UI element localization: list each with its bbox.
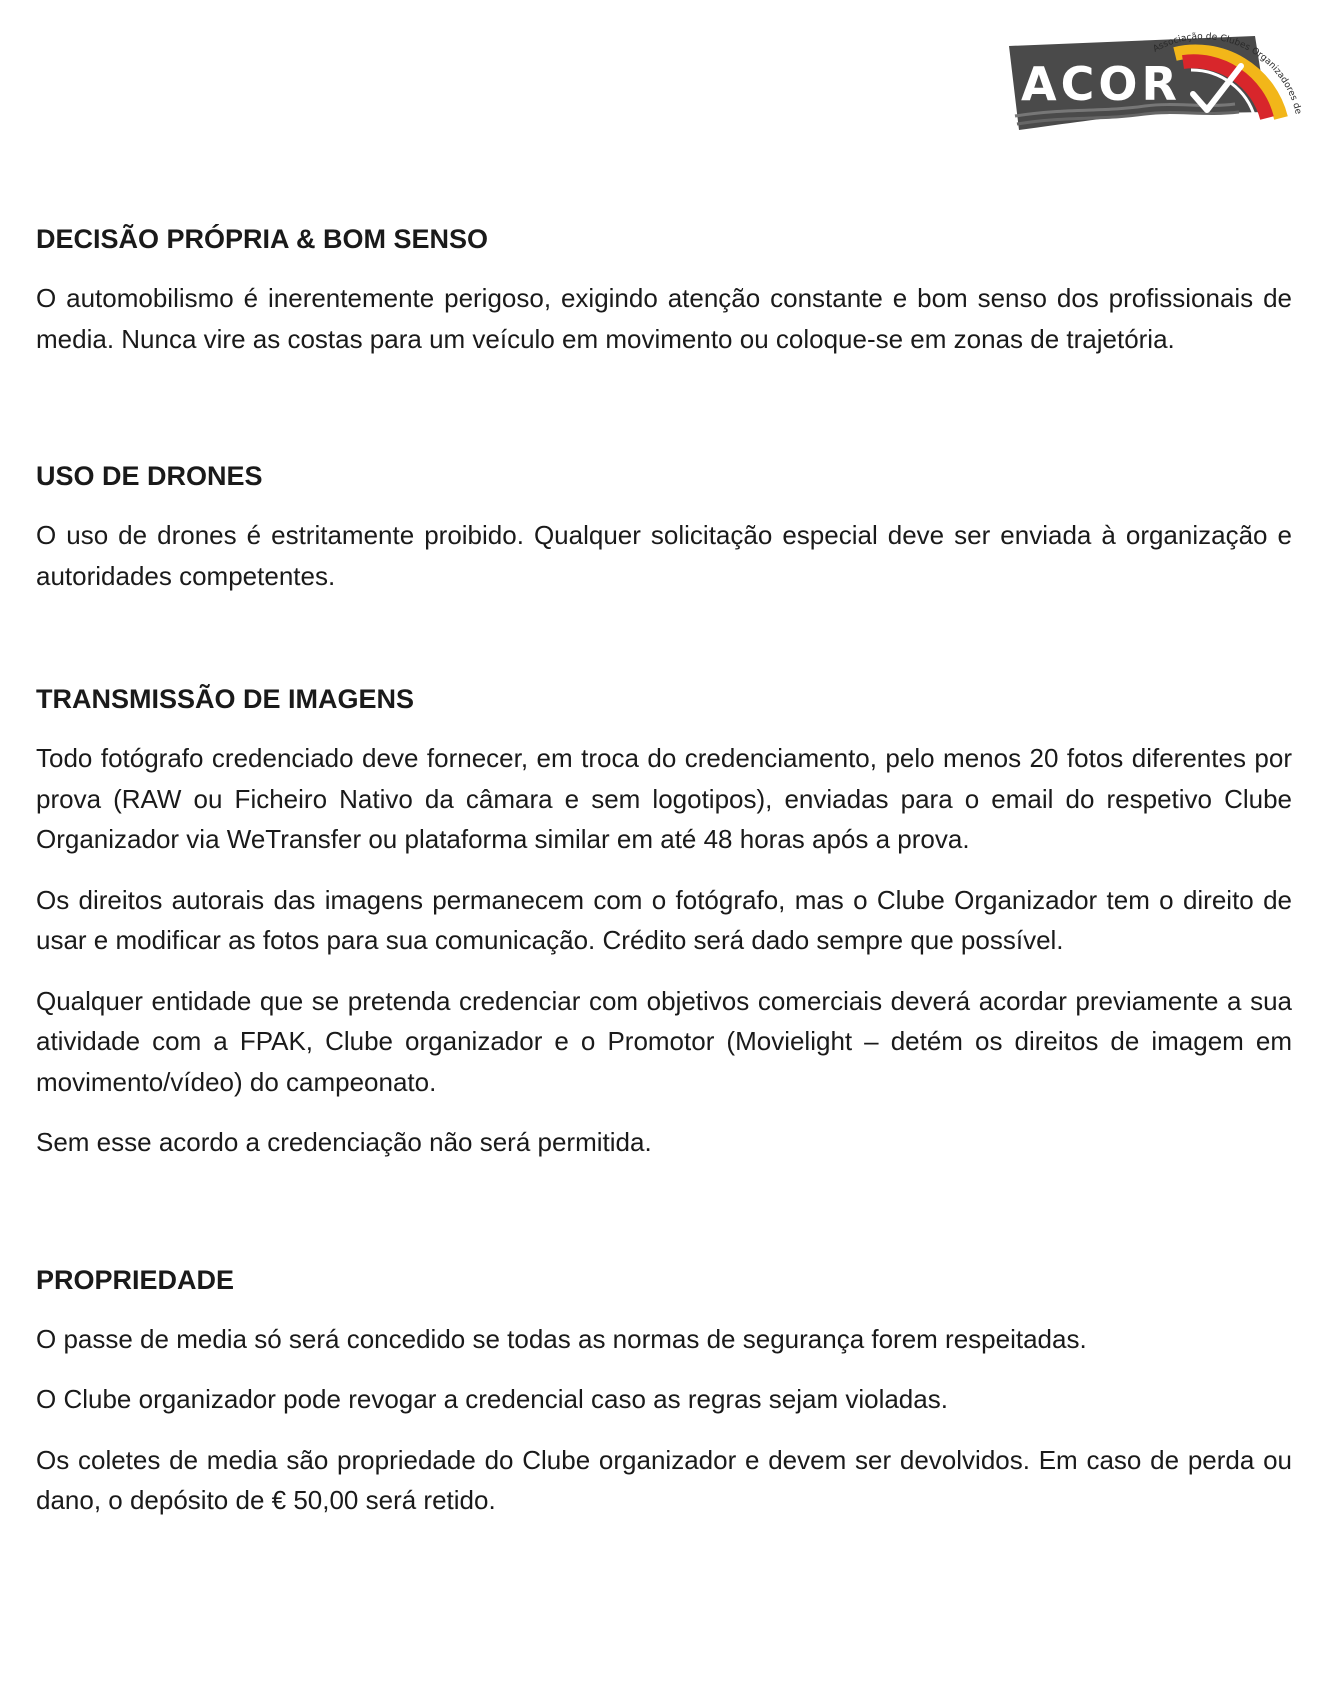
paragraph: O automobilismo é inerentemente perigoso, exigindo atenção constante e bom senso dos profissionais de media. Nunca vire as costas para um veículo em movimento ou coloque-se em zonas de trajetória. bbox=[36, 283, 1292, 354]
section-uso-de-drones bbox=[36, 459, 1292, 596]
section-propriedade bbox=[36, 1263, 1292, 1521]
logo-tagline: Associação de Clubes Organizadores de bbox=[1151, 31, 1303, 116]
paragraph: Sem esse acordo a credenciação não será permitida. bbox=[36, 1127, 652, 1157]
acor-logo-graphic bbox=[1005, 12, 1305, 142]
section-heading: DECISÃO PRÓPRIA & BOM SENSO bbox=[36, 224, 489, 254]
document-body bbox=[36, 222, 1292, 1583]
paragraph: O passe de media só será concedido se todas as normas de segurança forem respeitadas. bbox=[36, 1323, 1087, 1354]
paragraph: Os direitos autorais das imagens permanecem com o fotógrafo, mas o Clube Organizador tem o direito de usar e modificar as fotos para sua comunicação. Crédito será dado sempre que possível. bbox=[36, 884, 1292, 955]
paragraph: O uso de drones é estritamente proibido. Qualquer solicitação especial deve ser enviada à organização e autoridades competentes. bbox=[36, 520, 1292, 591]
paragraph: Os coletes de media são propriedade do Clube organizador e devem ser devolvidos. Em caso de perda ou dano, o depósito de € 50,00 será retido. bbox=[36, 1444, 1292, 1515]
paragraph: Todo fotógrafo credenciado deve fornecer, em troca do credenciamento, pelo menos 20 fotos diferentes por prova (RAW ou Ficheiro Nativo da câmara e sem logotipos), enviadas para o email do respetivo Clube Organizador via WeTransfer ou plataforma similar em até 48 horas após a prova. bbox=[36, 743, 1292, 854]
section-decisao-propria bbox=[36, 222, 1292, 359]
acor-logo bbox=[1005, 12, 1305, 142]
section-transmissao-de-imagens bbox=[36, 682, 1292, 1163]
paragraph: Qualquer entidade que se pretenda credenciar com objetivos comerciais deverá acordar previamente a sua atividade com a FPAK, Clube organizador e o Promotor (Movielight – detém os direitos de imagem em movimento/vídeo) do campeonato. bbox=[36, 985, 1292, 1097]
paragraph: O Clube organizador pode revogar a credencial caso as regras sejam violadas. bbox=[36, 1384, 948, 1414]
section-heading: TRANSMISSÃO DE IMAGENS bbox=[36, 684, 415, 714]
logo-wordmark: ACOR bbox=[1021, 57, 1181, 111]
section-heading: USO DE DRONES bbox=[36, 461, 263, 491]
section-heading: PROPRIEDADE bbox=[36, 1264, 235, 1295]
